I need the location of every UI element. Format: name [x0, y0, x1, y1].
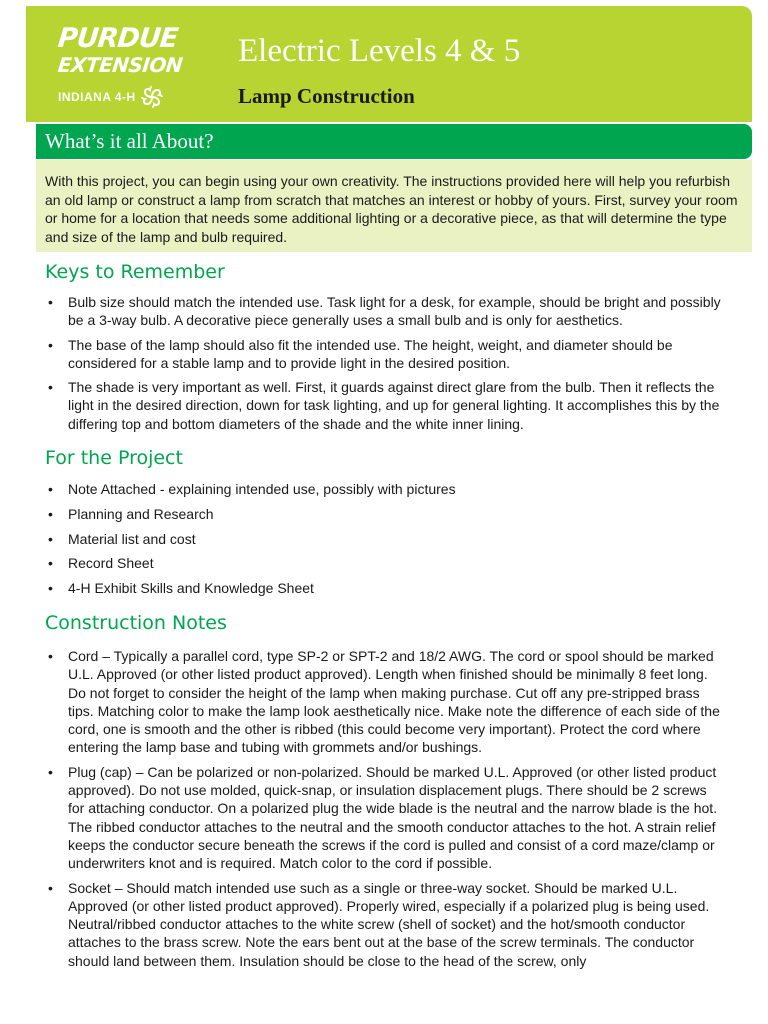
list-item: • Planning and Research	[45, 505, 725, 523]
purdue-extension-logo	[56, 23, 198, 109]
page-title: Electric Levels 4 & 5	[238, 33, 521, 69]
logo-line-1: PURDUE	[56, 23, 179, 54]
header-banner	[26, 6, 752, 122]
keys-list	[45, 293, 725, 439]
list-item: • Record Sheet	[45, 554, 725, 572]
list-item: • 4-H Exhibit Skills and Knowledge Sheet	[45, 579, 725, 597]
construction-heading: Construction Notes	[45, 612, 227, 634]
page-subtitle: Lamp Construction	[238, 84, 415, 108]
about-box	[36, 160, 752, 252]
list-item: • Note Attached - explaining intended use, possibly with pictures	[45, 480, 725, 498]
keys-heading: Keys to Remember	[45, 261, 225, 283]
list-item: • Bulb size should match the intended use. Task light for a desk, for example, should be bright and possibly be a 3-way bulb. A decorative piece generally uses a small bulb and is only for aesthetics.	[45, 293, 725, 330]
logo-indiana-4h: INDIANA 4-H	[58, 90, 136, 104]
list-item: • The base of the lamp should also fit the intended use. The height, weight, and diameter should be considered for a stable lamp and to provide light in the desired position.	[45, 336, 725, 373]
construction-list	[45, 647, 725, 976]
list-item: • The shade is very important as well. First, it guards against direct glare from the bulb. Then it reflects the light in the desired direction, down for task lighting, and up for general lighting. It accomplishes this by the differing top and bottom diameters of the shade and the white inner lining.	[45, 378, 725, 433]
logo-line-2: EXTENSION	[56, 53, 184, 77]
logo-line-3	[58, 85, 198, 109]
list-item: • Plug (cap) – Can be polarized or non-polarized. Should be marked U.L. Approved (or other listed product approved). Do not use molded, quick-snap, or insulation displacement plugs. There should be 2 screws for attaching conductor. On a polarized plug the wide blade is the neutral and the narrow blade is the hot. The ribbed conductor attaches to the neutral and the smooth conductor attaches to the hot. A strain relief keeps the conductor secure beneath the screws if the cord is pulled and consist of a cord maze/clamp or underwriters knot and is required. Match color to the cord if possible.	[45, 763, 725, 873]
list-item: • Cord – Typically a parallel cord, type SP-2 or SPT-2 and 18/2 AWG. The cord or spool should be marked U.L. Approved (or other listed product approved). Length when finished should be minimally 8 feet long. Do not forget to consider the height of the lamp when making purchase. Cut off any pre-stripped brass tips. Matching color to make the lamp look aesthetically nice. Make note the difference of each side of the cord, one is smooth and the other is ribbed (this could become very important). Protect the cord where entering the lamp base and tubing with grommets and/or bushings.	[45, 647, 725, 757]
four-leaf-clover-icon	[140, 85, 164, 109]
about-heading-bar	[36, 124, 752, 159]
list-item: • Socket – Should match intended use such as a single or three-way socket. Should be marked U.L. Approved (or other listed product approved). Properly wired, especially if a polarized plug is being used. Neutral/ribbed conductor attaches to the white screw (shell of socket) and the hot/smooth conductor attaches to the brass screw. Note the ears bent out at the base of the screw terminals. The conductor should land between them. Insulation should be close to the head of the screw, only	[45, 879, 725, 970]
list-item: • Material list and cost	[45, 530, 725, 548]
project-list	[45, 480, 725, 604]
about-heading: What’s it all About?	[45, 129, 214, 153]
about-text: With this project, you can begin using your own creativity. The instructions provided here will help you refurbish an old lamp or construct a lamp from scratch that matches an interest or hobby of yours. First, survey your room or home for a location that needs some additional lighting or a decorative piece, as that will determine the type and size of the lamp and bulb required.	[45, 173, 738, 245]
project-heading: For the Project	[45, 447, 183, 469]
